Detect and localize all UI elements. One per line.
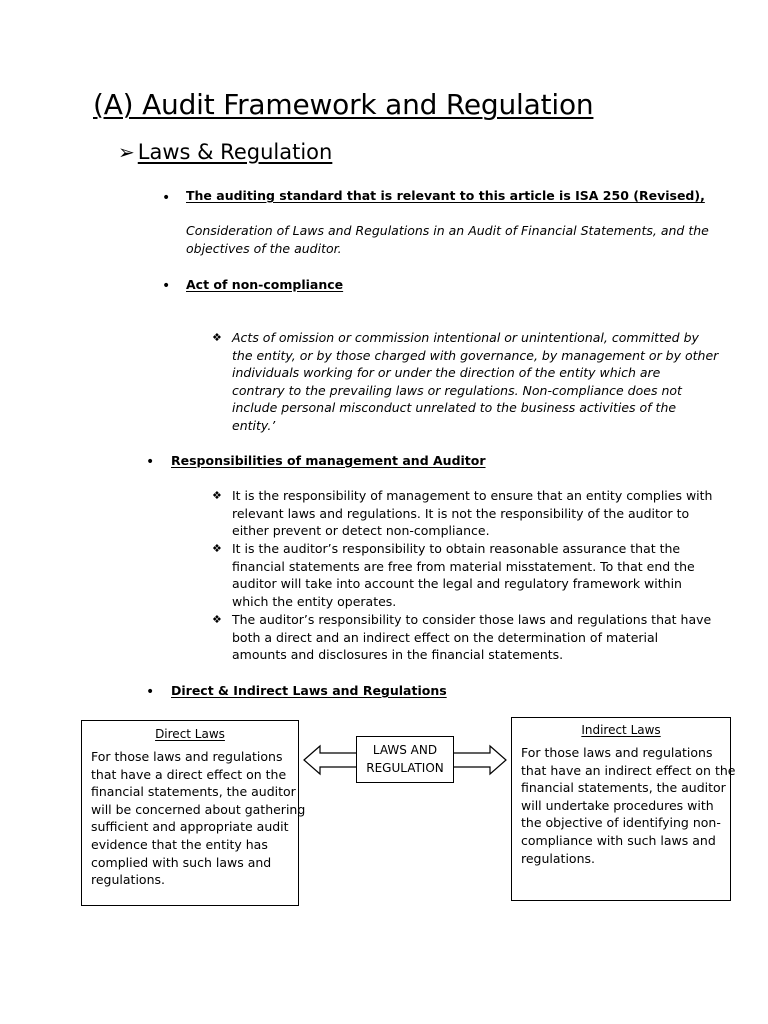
noncompliance-heading: Act of non-compliance: [186, 277, 344, 292]
diamond-bullet-icon: ❖: [212, 542, 222, 555]
bullet-icon: •: [162, 190, 171, 206]
direct-indirect-heading: Direct & Indirect Laws and Regulations: [171, 683, 447, 698]
section-heading-text: Laws & Regulation: [137, 140, 333, 164]
laws-regulation-box: [356, 736, 454, 783]
section-heading: [118, 140, 332, 164]
page-title: (A) Audit Framework and Regulation: [93, 88, 594, 121]
bullet-icon: •: [146, 454, 155, 470]
arrow-bullet-icon: ➢: [118, 140, 135, 164]
diamond-bullet-icon: ❖: [212, 489, 222, 502]
noncompliance-definition: Acts of omission or commission intentional or unintentional, committed by the entity, or by those charged with governance, by management or by other individuals working for or under the direction of the entity which are contrary to the prevailing laws or regulations. Non-compliance does not include personal misconduct unrelated to the business activities of the entity.’: [232, 330, 719, 433]
indirect-laws-text: For those laws and regulations that have an indirect effect on the financial statements, the auditor will undertake procedures with the objective of identifying non- compliance with such laws and regulations.: [521, 745, 736, 866]
direct-laws-title: Direct Laws: [155, 727, 225, 741]
responsibility-item: It is the auditor’s responsibility to obtain reasonable assurance that the financial statements are free from material misstatement. To that end the auditor will take into account the legal and regulatory framework within which the entity operates.: [232, 541, 695, 609]
direct-laws-text: For those laws and regulations that have a direct effect on the financial statements, the auditor will be concerned about gathering sufficient and appropriate audit evidence that the entity has complied with such laws and regulations.: [91, 749, 306, 888]
bullet-icon: •: [146, 684, 155, 700]
center-label-line1: LAWS AND: [372, 743, 438, 757]
indirect-laws-box: [511, 717, 736, 901]
isa-description: Consideration of Laws and Regulations in an Audit of Financial Statements, and the objectives of the auditor.: [186, 223, 709, 256]
isa-heading: The auditing standard that is relevant to this article is ISA 250 (Revised),: [186, 188, 705, 203]
direct-laws-box: [81, 720, 306, 906]
responsibility-item: The auditor’s responsibility to consider those laws and regulations that have both a direct and an indirect effect on the determination of material amounts and disclosures in the financial statements.: [232, 612, 712, 663]
diamond-bullet-icon: ❖: [212, 613, 222, 626]
bullet-icon: •: [162, 278, 171, 294]
responsibilities-heading: Responsibilities of management and Auditor: [171, 453, 486, 468]
responsibility-item: It is the responsibility of management to ensure that an entity complies with relevant laws and regulations. It is not the responsibility of the auditor to either prevent or detect non-compliance.: [232, 488, 713, 539]
diamond-bullet-icon: ❖: [212, 331, 222, 344]
indirect-laws-title: Indirect Laws: [581, 723, 661, 737]
center-label-line2: REGULATION: [366, 761, 444, 775]
